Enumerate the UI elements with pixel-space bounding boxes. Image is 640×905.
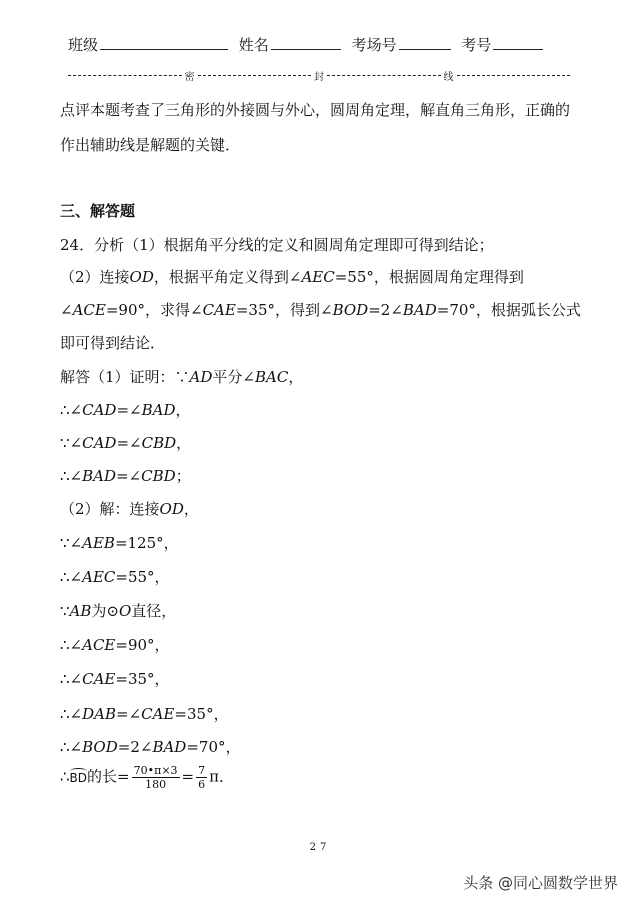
- name-blank: [271, 36, 341, 50]
- seal-dash: [457, 75, 571, 76]
- solution-line-12: ∴∠BOD=2∠BAD=70°，: [60, 738, 241, 756]
- name-label: 姓名: [238, 36, 269, 54]
- room-blank: [399, 36, 451, 50]
- room-label: 考场号: [351, 36, 397, 54]
- solution-line-1: 解答（1）证明：∵AD平分∠BAC，: [60, 368, 304, 386]
- solution-line-4: ∴∠BAD=∠CBD；: [60, 467, 191, 485]
- seal-dash: [198, 75, 312, 76]
- seal-dash: [68, 75, 182, 76]
- analysis-line-1: 24．分析（1）根据角平分线的定义和圆周角定理即可得到结论；: [60, 236, 494, 254]
- number-label: 考号: [461, 36, 492, 54]
- solution-line-3: ∵∠CAD=∠CBD，: [60, 434, 192, 452]
- page-number: 27: [309, 842, 331, 853]
- solution-line-2: ∴∠CAD=∠BAD，: [60, 401, 191, 419]
- analysis-line-4: 即可得到结论．: [60, 334, 166, 352]
- solution-line-11: ∴∠DAB=∠CAE=35°，: [60, 705, 229, 723]
- solution-line-7: ∴∠AEC=55°，: [60, 568, 170, 586]
- analysis-line-2: （2）连接OD，根据平角定义得到∠AEC=55°，根据圆周角定理得到: [60, 268, 524, 286]
- seal-dash: [327, 75, 441, 76]
- fraction-result: $\frac{7}{6}$: [198, 764, 206, 791]
- seal-word-3: 线: [443, 72, 454, 83]
- number-blank: [493, 36, 543, 50]
- solution-line-9: ∴∠ACE=90°，: [60, 636, 170, 654]
- seal-word-1: 密: [184, 72, 195, 83]
- class-label: 班级: [68, 36, 99, 54]
- watermark: 头条 @同心圆数学世界: [463, 874, 618, 892]
- solution-line-5: （2）解：连接OD，: [60, 500, 199, 518]
- review-line-1: 点评本题考查了三角形的外接圆与外心，圆周角定理，解直角三角形，正确的: [60, 101, 571, 119]
- seal-word-2: 封: [314, 72, 324, 83]
- fraction-arc-length: $\frac{70•\pi\times 3}{180}$: [133, 764, 178, 791]
- section-title: 三、解答题: [60, 202, 136, 220]
- solution-line-13: ∴BD的长= $\frac{70•\pi\times 3}{180}$ = $\frac{7}{6}$ π．: [60, 764, 234, 791]
- solution-line-8: ∵AB为⊙O直径，: [60, 602, 177, 620]
- arc-bd: BD: [69, 770, 88, 785]
- solution-line-10: ∴∠CAE=35°，: [60, 670, 170, 688]
- seal-line: [68, 68, 570, 83]
- class-blank: [100, 36, 228, 50]
- exam-header: [68, 34, 570, 55]
- analysis-line-3: ∠ACE=90°，求得∠CAE=35°，得到∠BOD=2∠BAD=70°，根据弧长公式: [60, 301, 581, 319]
- review-line-2: 作出辅助线是解题的关键．: [60, 136, 241, 154]
- solution-line-6: ∵∠AEB=125°，: [60, 534, 179, 552]
